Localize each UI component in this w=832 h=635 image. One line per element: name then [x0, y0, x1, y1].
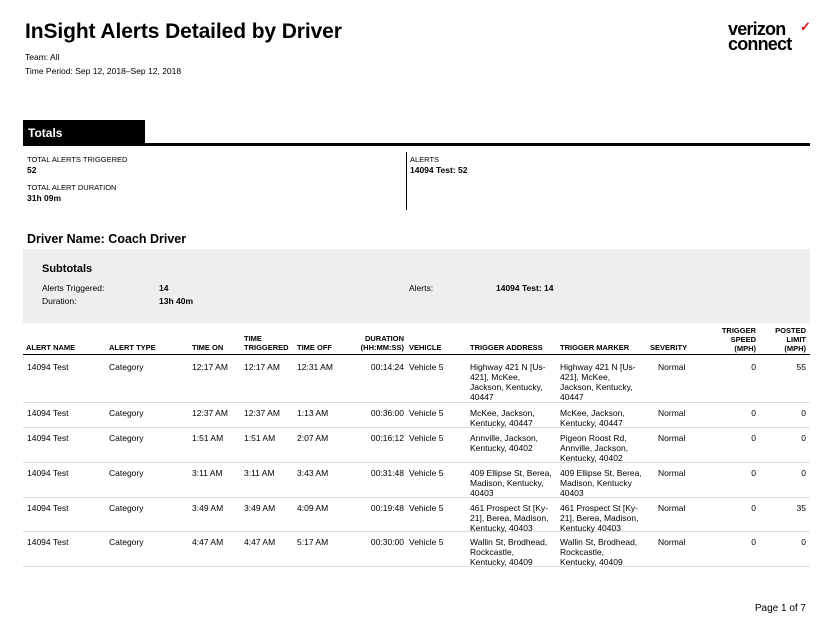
header-trigger-speed: [716, 326, 756, 353]
cell-trigger-speed: 0: [751, 537, 756, 547]
cell-duration: 00:19:48: [370, 503, 404, 513]
cell-alert-type: Category: [109, 362, 144, 372]
marker-line: Kentucky, 40447: [560, 418, 623, 428]
cell-time-triggered: 1:51 AM: [244, 433, 276, 443]
address-line: Kentucky, 40447: [470, 418, 533, 428]
cell-time-on: 4:47 AM: [192, 537, 224, 547]
header-time-triggered-line2: TRIGGERED: [244, 343, 289, 352]
marker-line: Madison, Kentucky: [560, 478, 632, 488]
cell-time-on: 3:49 AM: [192, 503, 224, 513]
sub-alerts-value: 14094 Test: 14: [496, 283, 554, 293]
table-row: [23, 357, 810, 403]
cell-severity: Normal: [658, 537, 686, 547]
cell-duration: 00:16:12: [370, 433, 404, 443]
sub-alerts-label: Alerts:: [409, 283, 434, 293]
address-line: Kentucky, 40402: [470, 443, 533, 453]
cell-trigger-address: [470, 362, 546, 402]
marker-line: 21], Berea, Madison,: [560, 513, 639, 523]
address-line: 409 Ellipse St, Berea,: [470, 468, 552, 478]
cell-vehicle: Vehicle 5: [409, 433, 444, 443]
address-line: Wallin St, Brodhead,: [470, 537, 548, 547]
subtotals-title: Subtotals: [42, 263, 93, 275]
header-time-off: TIME OFF: [297, 343, 332, 352]
table-header-rule: [23, 354, 810, 355]
checkmark-icon: ✓: [800, 19, 811, 34]
cell-time-triggered: 4:47 AM: [244, 537, 276, 547]
cell-trigger-address: [470, 408, 535, 428]
header-duration: [348, 334, 404, 352]
totals-divider: [23, 143, 810, 146]
address-line: Highway 421 N [Us-: [470, 362, 546, 372]
page-number: Page 1 of 7: [754, 603, 806, 614]
cell-time-triggered: 12:37 AM: [244, 408, 280, 418]
marker-line: Rockcastle,: [560, 547, 604, 557]
address-line: Madison, Kentucky,: [470, 478, 544, 488]
address-line: 40447: [470, 392, 494, 402]
table-row: [23, 463, 810, 498]
header-posted-limit: [766, 326, 806, 353]
cell-time-off: 2:07 AM: [297, 433, 329, 443]
header-time-triggered: [244, 334, 289, 352]
cell-severity: Normal: [658, 468, 686, 478]
address-line: 40403: [470, 488, 494, 498]
cell-posted-limit: 35: [796, 503, 806, 513]
cell-alert-type: Category: [109, 503, 144, 513]
cell-alert-name: 14094 Test: [27, 468, 69, 478]
totals-column-divider: [406, 152, 407, 210]
cell-time-on: 12:17 AM: [192, 362, 228, 372]
address-line: McKee, Jackson,: [470, 408, 535, 418]
table-row: [23, 403, 810, 428]
sub-duration-label: Duration:: [42, 296, 77, 306]
cell-duration: 00:31:48: [370, 468, 404, 478]
address-line: 461 Prospect St [Ky-: [470, 503, 548, 513]
address-line: 21], Berea, Madison,: [470, 513, 549, 523]
cell-alert-name: 14094 Test: [27, 433, 69, 443]
cell-posted-limit: 0: [801, 433, 806, 443]
cell-posted-limit: 0: [801, 537, 806, 547]
marker-line: Kentucky 40403: [560, 523, 621, 533]
cell-alert-type: Category: [109, 468, 144, 478]
cell-trigger-marker: [560, 433, 628, 463]
header-trigger-speed-line1: TRIGGER: [721, 326, 756, 335]
table-row: [23, 428, 810, 463]
cell-trigger-speed: 0: [751, 408, 756, 418]
address-line: Rockcastle,: [470, 547, 514, 557]
header-alert-type: ALERT TYPE: [109, 343, 156, 352]
alerts-label: ALERTS: [410, 155, 440, 164]
cell-trigger-address: [470, 537, 547, 567]
cell-time-off: 3:43 AM: [297, 468, 329, 478]
cell-posted-limit: 0: [801, 468, 806, 478]
cell-time-off: 12:31 AM: [297, 362, 333, 372]
cell-trigger-speed: 0: [751, 433, 756, 443]
header-time-triggered-line1: TIME: [244, 334, 262, 343]
cell-time-off: 5:17 AM: [297, 537, 329, 547]
cell-alert-name: 14094 Test: [27, 537, 69, 547]
cell-time-off: 4:09 AM: [297, 503, 329, 513]
header-trigger-speed-line3: (MPH): [734, 344, 756, 353]
total-alerts-triggered-label: TOTAL ALERTS TRIGGERED: [27, 155, 128, 164]
cell-posted-limit: 0: [801, 408, 806, 418]
header-posted-limit-line1: POSTED: [775, 326, 806, 335]
cell-trigger-marker: [560, 362, 636, 402]
address-line: Jackson, Kentucky,: [470, 382, 543, 392]
header-trigger-marker: TRIGGER MARKER: [560, 343, 630, 352]
cell-vehicle: Vehicle 5: [409, 537, 444, 547]
cell-alert-name: 14094 Test: [27, 362, 69, 372]
total-alert-duration-label: TOTAL ALERT DURATION: [27, 183, 117, 192]
driver-name: Driver Name: Coach Driver: [27, 232, 187, 246]
header-severity: SEVERITY: [650, 343, 688, 352]
cell-posted-limit: 55: [796, 362, 806, 372]
marker-line: 461 Prospect St [Ky-: [560, 503, 638, 513]
marker-line: 409 Ellipse St, Berea,: [560, 468, 642, 478]
alerts-value: 14094 Test: 52: [410, 165, 468, 175]
address-line: Kentucky, 40409: [470, 557, 533, 567]
time-period: Time Period: Sep 12, 2018–Sep 12, 2018: [25, 66, 182, 76]
marker-line: Annville, Jackson,: [560, 443, 629, 453]
header-posted-limit-line2: LIMIT: [786, 335, 806, 344]
marker-line: 40403: [560, 488, 584, 498]
total-alerts-triggered-value: 52: [27, 165, 37, 175]
header-vehicle: VEHICLE: [409, 343, 442, 352]
cell-vehicle: Vehicle 5: [409, 468, 444, 478]
cell-trigger-marker: [560, 537, 637, 567]
header-time-on: TIME ON: [192, 343, 224, 352]
header-alert-name: ALERT NAME: [26, 343, 76, 352]
cell-trigger-speed: 0: [751, 503, 756, 513]
header-posted-limit-line3: (MPH): [784, 344, 806, 353]
cell-severity: Normal: [658, 408, 686, 418]
cell-duration: 00:30:00: [370, 537, 404, 547]
cell-alert-type: Category: [109, 433, 144, 443]
header-duration-line2: (HH:MM:SS): [360, 343, 404, 352]
cell-vehicle: Vehicle 5: [409, 408, 444, 418]
cell-time-triggered: 3:11 AM: [244, 468, 275, 478]
marker-line: Kentucky, 40402: [560, 453, 623, 463]
logo-line-2: connect: [728, 34, 792, 54]
header-duration-line1: DURATION: [364, 334, 404, 343]
cell-time-triggered: 12:17 AM: [244, 362, 280, 372]
marker-line: McKee, Jackson,: [560, 408, 625, 418]
sub-alerts-triggered-value: 14: [159, 283, 169, 293]
cell-trigger-speed: 0: [751, 468, 756, 478]
cell-severity: Normal: [658, 503, 686, 513]
marker-line: Pigeon Roost Rd,: [560, 433, 627, 443]
cell-time-on: 12:37 AM: [192, 408, 228, 418]
cell-alert-type: Category: [109, 408, 144, 418]
report-title: InSight Alerts Detailed by Driver: [25, 20, 342, 43]
cell-trigger-address: [470, 468, 552, 498]
marker-line: 40447: [560, 392, 584, 402]
cell-time-on: 3:11 AM: [192, 468, 223, 478]
address-line: 421], McKee,: [470, 372, 521, 382]
marker-line: Kentucky, 40409: [560, 557, 623, 567]
cell-severity: Normal: [658, 362, 686, 372]
marker-line: Highway 421 N [Us-: [560, 362, 636, 372]
sub-alerts-triggered-label: Alerts Triggered:: [42, 283, 105, 293]
logo-line-1: verizon: [728, 19, 786, 39]
cell-trigger-marker: [560, 503, 638, 533]
team-filter: Team: All: [25, 52, 60, 62]
sub-duration-value: 13h 40m: [159, 296, 194, 306]
marker-line: Jackson, Kentucky,: [560, 382, 633, 392]
cell-vehicle: Vehicle 5: [409, 503, 444, 513]
verizon-connect-logo: [728, 19, 811, 56]
cell-time-triggered: 3:49 AM: [244, 503, 276, 513]
table-row: [23, 498, 810, 532]
address-line: Annville, Jackson,: [470, 433, 539, 443]
totals-tab: Totals: [23, 120, 145, 145]
table-row: [23, 532, 810, 567]
marker-line: Wallin St, Brodhead,: [560, 537, 638, 547]
subtotals-panel: [23, 249, 810, 323]
cell-time-off: 1:13 AM: [297, 408, 329, 418]
cell-trigger-address: [470, 433, 538, 453]
marker-line: 421], McKee,: [560, 372, 611, 382]
header-trigger-speed-line2: SPEED: [730, 335, 756, 344]
address-line: Kentucky, 40403: [470, 523, 533, 533]
cell-alert-name: 14094 Test: [27, 408, 69, 418]
total-alert-duration-value: 31h 09m: [27, 193, 62, 203]
cell-duration: 00:36:00: [370, 408, 404, 418]
cell-trigger-address: [470, 503, 548, 533]
cell-time-on: 1:51 AM: [192, 433, 224, 443]
cell-severity: Normal: [658, 433, 686, 443]
cell-alert-type: Category: [109, 537, 144, 547]
cell-trigger-marker: [560, 468, 642, 498]
cell-trigger-marker: [560, 408, 625, 428]
cell-alert-name: 14094 Test: [27, 503, 69, 513]
header-trigger-address: TRIGGER ADDRESS: [470, 343, 543, 352]
cell-vehicle: Vehicle 5: [409, 362, 444, 372]
cell-trigger-speed: 0: [751, 362, 756, 372]
cell-duration: 00:14:24: [370, 362, 404, 372]
